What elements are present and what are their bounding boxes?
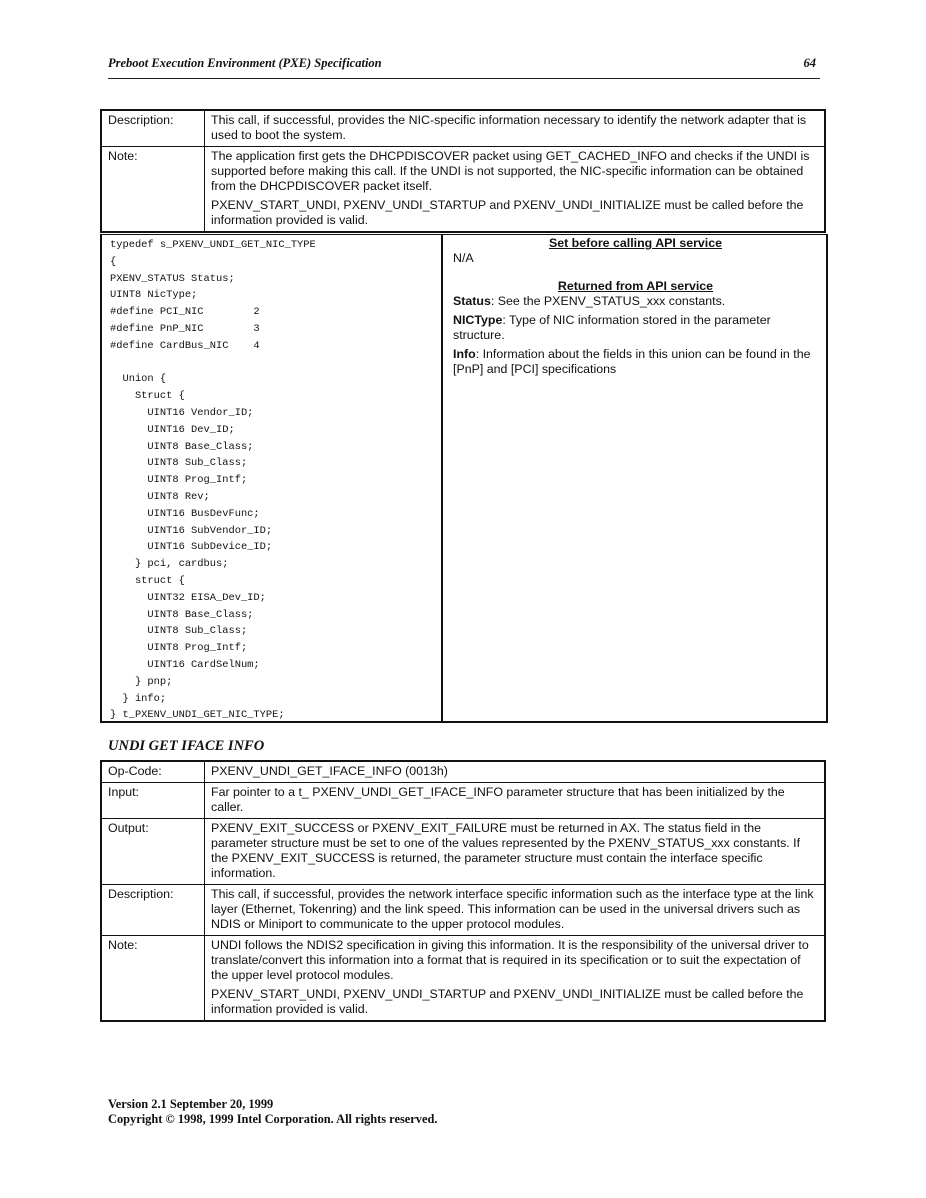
row-value xyxy=(205,783,826,819)
field-desc: : Type of NIC information stored in the parameter structure. xyxy=(453,313,771,342)
code-line: } pci, cardbus; xyxy=(110,558,229,571)
code-line: UINT8 Sub_Class; xyxy=(110,625,248,638)
row-label: Description: xyxy=(101,885,205,936)
code-line: Struct { xyxy=(110,390,185,403)
field-status xyxy=(453,294,818,309)
row-paragraph: Far pointer to a t_ PXENV_UNDI_GET_IFACE_INFO parameter structure that has been initialized by the caller. xyxy=(211,785,785,814)
code-line xyxy=(110,355,441,372)
row-paragraph: The application first gets the DHCPDISCOVER packet using GET_CACHED_INFO and checks if the UNDI is supported before making this call. If the UNDI is not supported, the NIC-specific information can be obtained from the DHCPDISCOVER packet itself. xyxy=(211,149,810,193)
row-value xyxy=(205,936,826,1022)
row-label: Note: xyxy=(101,936,205,1022)
code-line: UINT8 Rev; xyxy=(110,490,210,503)
row-value xyxy=(205,761,826,783)
code-line: UINT8 Base_Class; xyxy=(110,440,254,453)
table-row xyxy=(101,885,825,936)
row-paragraph: This call, if successful, provides the NIC-specific information necessary to identify the network adapter that is used to boot the system. xyxy=(211,113,807,142)
code-line: UINT16 BusDevFunc; xyxy=(110,507,260,520)
struct-definition-box xyxy=(100,234,828,723)
table-row xyxy=(101,783,825,819)
code-line: #define CardBus_NIC 4 xyxy=(110,339,260,352)
table-row xyxy=(101,110,825,147)
code-line: UINT8 Base_Class; xyxy=(110,608,254,621)
code-line: UINT16 Dev_ID; xyxy=(110,423,235,436)
section-title: UNDI GET IFACE INFO xyxy=(108,738,265,754)
table-row xyxy=(101,761,825,783)
field-name: Status xyxy=(453,294,491,308)
code-line: typedef s_PXENV_UNDI_GET_NIC_TYPE xyxy=(110,239,316,251)
code-line: UINT8 Sub_Class; xyxy=(110,457,248,470)
row-label: Op-Code: xyxy=(101,761,205,783)
set-before-heading: Set before calling API service xyxy=(548,236,723,250)
table-row xyxy=(101,819,825,885)
row-value xyxy=(205,819,826,885)
code-line: } pnp; xyxy=(110,675,173,688)
code-line: { xyxy=(110,255,117,268)
row-paragraph: PXENV_START_UNDI, PXENV_UNDI_STARTUP and PXENV_UNDI_INITIALIZE must be called before the information provided is valid. xyxy=(211,198,804,227)
returned-heading: Returned from API service xyxy=(557,279,714,293)
code-line: } info; xyxy=(110,692,167,705)
code-line: #define PnP_NIC 3 xyxy=(110,322,260,335)
code-line: } t_PXENV_UNDI_GET_NIC_TYPE; xyxy=(110,709,285,722)
set-before-value: N/A xyxy=(453,251,474,265)
table-row xyxy=(101,936,825,1022)
row-value xyxy=(205,147,826,233)
struct-code-block xyxy=(102,235,443,721)
code-line: #define PCI_NIC 2 xyxy=(110,306,260,319)
code-line: UINT16 CardSelNum; xyxy=(110,658,260,671)
row-paragraph: PXENV_EXIT_SUCCESS or PXENV_EXIT_FAILURE must be returned in AX. The status field in the parameter structure must be set to one of the values represented by the PXENV_STATUS_xxx constants. If the PXENV_EXIT_SUCCESS is returned, the parameter structure must contain the interface specific information. xyxy=(211,821,801,880)
page-header xyxy=(108,54,820,79)
row-label: Output: xyxy=(101,819,205,885)
page-footer xyxy=(108,1097,437,1127)
field-info xyxy=(453,347,818,377)
page-number: 64 xyxy=(803,56,816,70)
code-line: UINT16 SubDevice_ID; xyxy=(110,541,273,554)
copyright-line: Copyright © 1998, 1999 Intel Corporation. All rights reserved. xyxy=(108,1112,438,1126)
iface-info-table xyxy=(100,760,826,1022)
field-desc: : Information about the fields in this union can be found in the [PnP] and [PCI] specifications xyxy=(453,347,811,376)
code-line: UINT8 Prog_Intf; xyxy=(110,474,248,487)
code-line: struct { xyxy=(110,574,185,587)
field-name: NICType xyxy=(453,313,503,327)
code-line: Union { xyxy=(110,373,167,386)
field-nictype xyxy=(453,313,818,343)
row-paragraph: PXENV_UNDI_GET_IFACE_INFO (0013h) xyxy=(211,764,448,778)
code-line: UINT8 NicType; xyxy=(110,289,198,302)
field-desc: : See the PXENV_STATUS_xxx constants. xyxy=(490,294,726,308)
table-row xyxy=(101,147,825,233)
nic-type-info-table xyxy=(100,109,826,233)
version-line: Version 2.1 September 20, 1999 xyxy=(108,1097,274,1111)
code-line: UINT8 Prog_Intf; xyxy=(110,642,248,655)
code-line: UINT16 SubVendor_ID; xyxy=(110,524,273,537)
row-label: Input: xyxy=(101,783,205,819)
row-label: Note: xyxy=(101,147,205,233)
code-line: PXENV_STATUS Status; xyxy=(110,272,235,285)
row-value xyxy=(205,110,826,147)
row-paragraph: UNDI follows the NDIS2 specification in giving this information. It is the responsibility of the universal driver to translate/convert this information into a format that is required in its specification or to suit the expectation of the upper level protocol modules. xyxy=(211,938,809,982)
code-line: UINT16 Vendor_ID; xyxy=(110,406,254,419)
struct-fields-panel xyxy=(445,235,826,381)
row-paragraph: PXENV_START_UNDI, PXENV_UNDI_STARTUP and PXENV_UNDI_INITIALIZE must be called before the information provided is valid. xyxy=(211,987,804,1016)
row-paragraph: This call, if successful, provides the network interface specific information such as the interface type at the link layer (Ethernet, Tokenring) and the link speed. This information can be used in the universal drivers such as NDIS or Miniport to communicate to the upper protocol modules. xyxy=(211,887,814,931)
code-line: UINT32 EISA_Dev_ID; xyxy=(110,591,266,604)
row-label: Description: xyxy=(101,110,205,147)
document-title: Preboot Execution Environment (PXE) Specification xyxy=(108,56,382,70)
row-value xyxy=(205,885,826,936)
field-name: Info xyxy=(453,347,476,361)
